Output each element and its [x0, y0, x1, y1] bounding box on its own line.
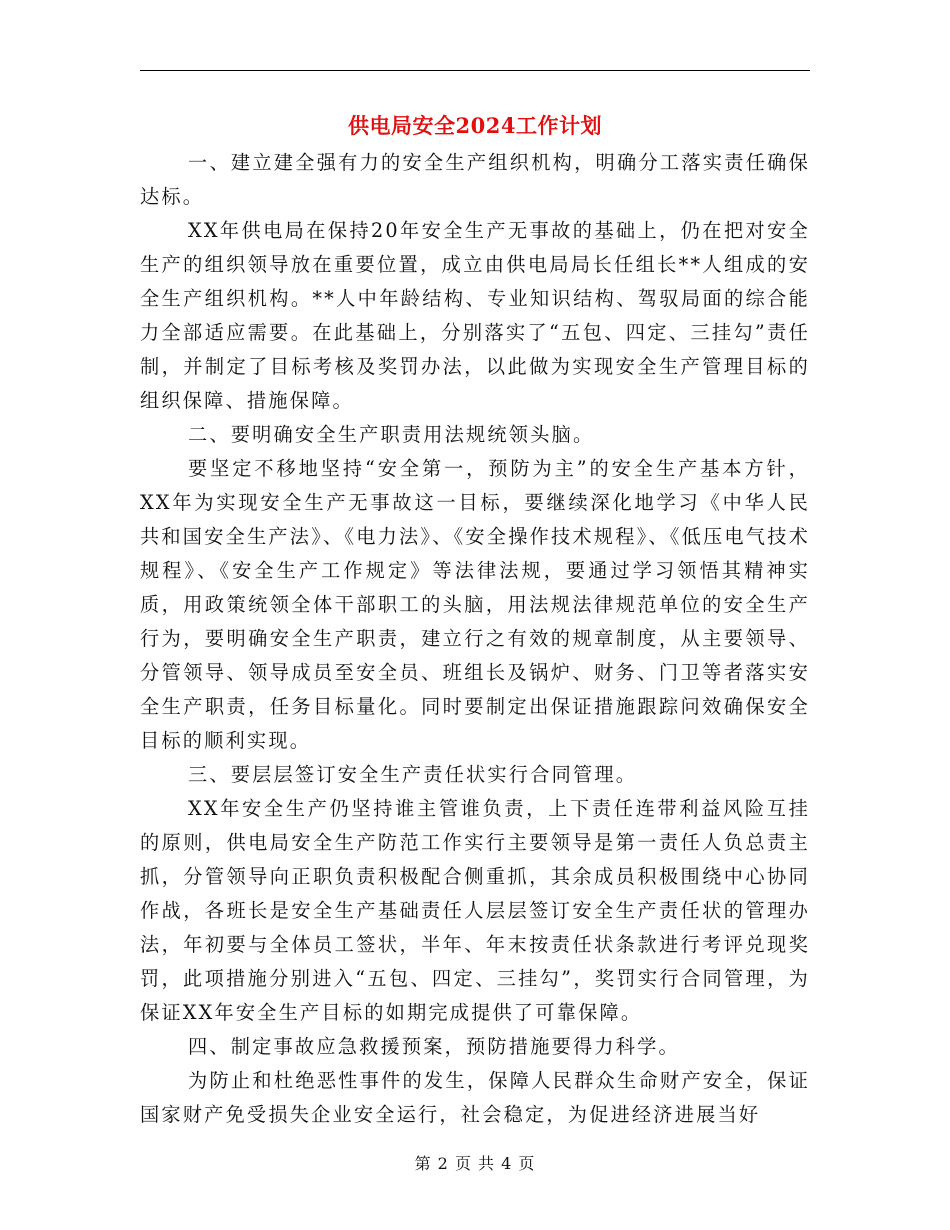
- paragraph-section-3-heading: 三、要层层签订安全生产责任状实行合同管理。: [188, 763, 638, 786]
- paragraph-section-4-heading: 四、制定事故应急救援预案，预防措施要得力科学。: [188, 1035, 680, 1058]
- paragraph-section-2-body: 要坚定不移地坚持“安全第一，预防为主”的安全生产基本方针，XX年为实现安全生产无事故这一目标，要继续深化地学习《中华人民共和国安全生产法》、《电力法》、《安全操作技术规程》、《低压电气技术规程》、《安全生产工作规定》等法律法规，要通过学习领悟其精神实质，用政策统领全体干部职工的头脑，用法规法律规范单位的安全生产行为，要明确安全生产职责，建立行之有效的规章制度，从主要领导、分管领导、领导成员至安全员、班组长及锅炉、财务、门卫等者落实安全生产职责，任务目标量化。同时要制定出保证措施跟踪问效确保安全目标的顺利实现。: [140, 457, 810, 752]
- paragraph-section-2-heading: 二、要明确安全生产职责用法规统领头脑。: [188, 423, 595, 446]
- document-title: 供电局安全2024工作计划: [348, 113, 602, 138]
- page-footer: [0, 1152, 950, 1176]
- paragraph-section-1-heading: 一、建立建全强有力的安全生产组织机构，明确分工落实责任确保达标。: [140, 151, 810, 208]
- paragraph-section-3-body: XX年安全生产仍坚持谁主管谁负责，上下责任连带利益风险互挂的原则，供电局安全生产防范工作实行主要领导是第一责任人负总责主抓，分管领导向正职负责积极配合侧重抓，其余成员积极围绕中心协同作战，各班长是安全生产基础责任人层层签订安全生产责任状的管理办法，年初要与全体员工签状，半年、年末按责任状条款进行考评兑现奖罚，此项措施分别进入“五包、四定、三挂勾”，奖罚实行合同管理，为保证XX年安全生产目标的如期完成提供了可靠保障。: [140, 797, 810, 1024]
- header-rule: [140, 70, 810, 71]
- paragraph-section-4-body: 为防止和杜绝恶性事件的发生，保障人民群众生命财产安全，保证国家财产免受损失企业安全运行，社会稳定，为促进经济进展当好: [140, 1069, 810, 1126]
- paragraph-section-1-body: XX年供电局在保持20年安全生产无事故的基础上，仍在把对安全生产的组织领导放在重要位置，成立由供电局局长任组长**人组成的安全生产组织机构。**人中年龄结构、专业知识结构、驾驭局面的综合能力全部适应需要。在此基础上，分别落实了“五包、四定、三挂勾”责任制，并制定了目标考核及奖罚办法，以此做为实现安全生产管理目标的组织保障、措施保障。: [140, 219, 810, 412]
- page-number-label: 第 2 页 共 4 页: [414, 1154, 536, 1173]
- document-body: [140, 146, 810, 1132]
